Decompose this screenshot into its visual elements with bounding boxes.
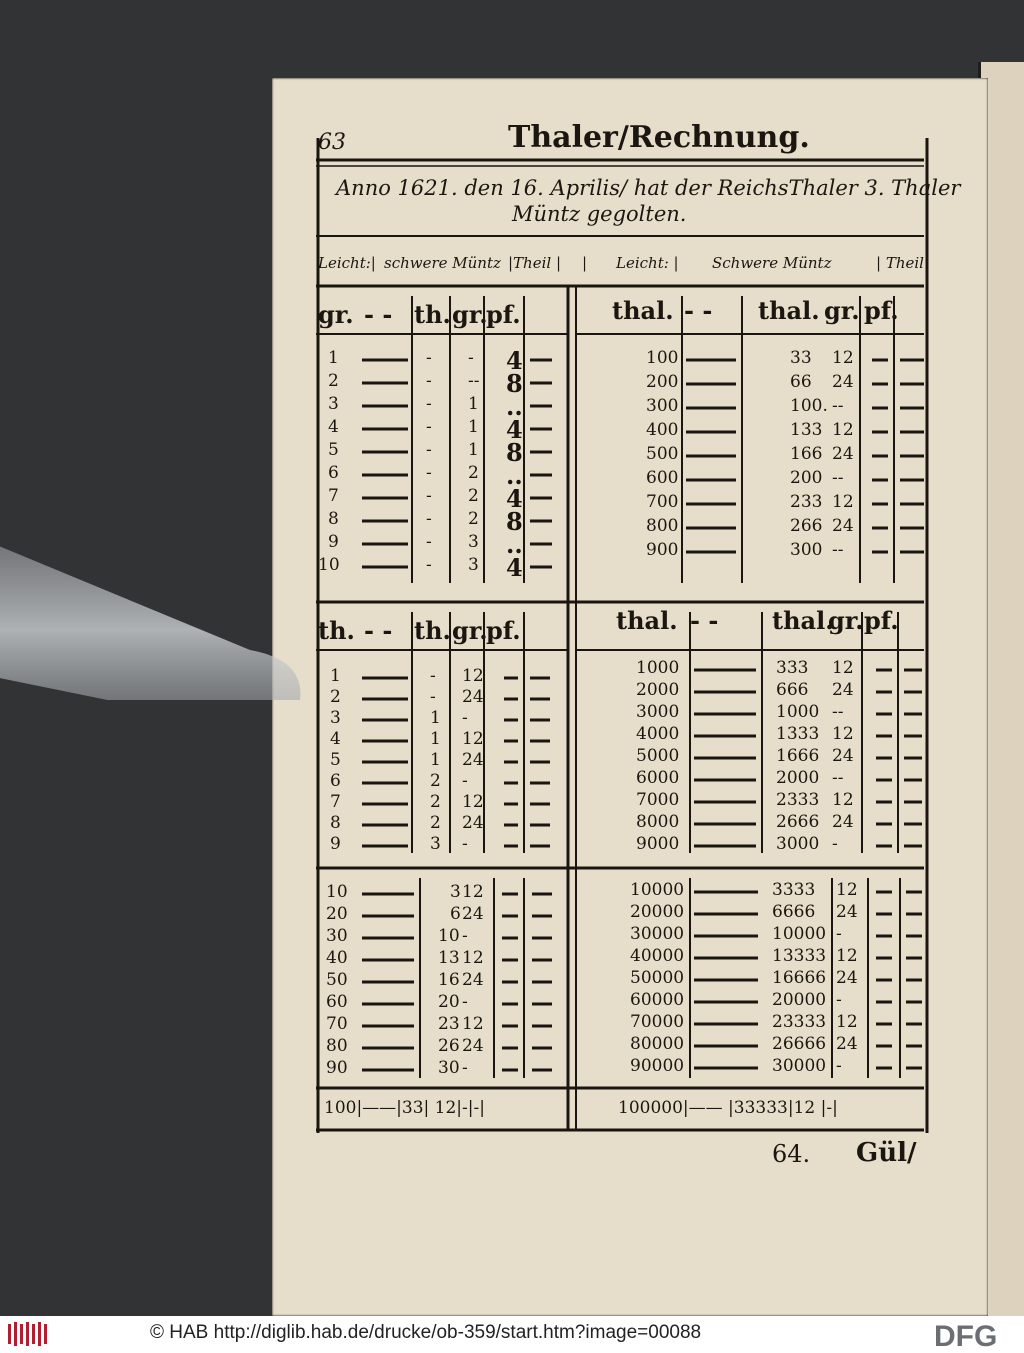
sec2-right-thal: 4000 (636, 724, 680, 744)
sec1-left-th: - (426, 394, 432, 414)
sec3-left-gr2: 24 (462, 904, 484, 924)
sec1-right-gr: 12 (832, 420, 854, 440)
sec3-left-gr: 10 (326, 882, 348, 902)
sec3-right-gr: 24 (836, 902, 858, 922)
col-head-theil-left: |Theil | (508, 254, 562, 272)
sec2-left-th: 7 (330, 792, 341, 812)
sec1-left-pf: 4 (506, 415, 523, 444)
sec2-left-th2: 2 (430, 813, 441, 833)
sec2-right-thal2: 1666 (776, 746, 820, 766)
sec3-right-thal2: 13333 (772, 946, 827, 966)
sec1-left-gr2: 1 (468, 417, 479, 437)
sec1-right-header: thal. (758, 296, 820, 325)
sec1-right-thal: 300 (646, 396, 679, 416)
sec2-left-th2: 2 (430, 792, 441, 812)
sec3-left-gr: 70 (326, 1014, 348, 1034)
sec3-right-thal2: 10000 (772, 924, 827, 944)
sec1-left-th: - (426, 555, 432, 575)
sec2-right-thal: 3000 (636, 702, 680, 722)
catchword: Gül/ (856, 1138, 917, 1168)
sec2-left-header: pf. (486, 616, 521, 645)
sec2-right-thal: 9000 (636, 834, 680, 854)
sec2-left-th: 9 (330, 834, 341, 854)
sec3-left-gr: 20 (326, 904, 348, 924)
sec3-right-thal2: 3333 (772, 880, 816, 900)
sec2-left-th2: 3 (430, 834, 441, 854)
sec2-right-header: thal. (772, 606, 834, 635)
sec2-right-gr: 12 (832, 724, 854, 744)
sec2-left-header: gr. (452, 616, 488, 645)
sec3-right-gr: 12 (836, 946, 858, 966)
sec3-left-gr: 50 (326, 970, 348, 990)
sec3-left-th: 30 (438, 1058, 460, 1078)
sec3-left-th: 13 (438, 948, 460, 968)
sec1-left-gr2: 3 (468, 532, 479, 552)
sec3-left-th: 6 (450, 904, 461, 924)
sec3-right-thal: 80000 (630, 1034, 685, 1054)
sec1-left-pf: 8 (506, 438, 523, 467)
sec3-right-thal: 40000 (630, 946, 685, 966)
sec1-left-gr: 1 (328, 348, 339, 368)
sec3-right-thal2: 20000 (772, 990, 827, 1010)
sec1-left-gr: 7 (328, 486, 339, 506)
sec2-right-header: gr. (828, 606, 864, 635)
sec1-left-header: gr. (318, 300, 354, 329)
sec2-right-thal2: 666 (776, 680, 809, 700)
sec1-left-gr2: 1 (468, 394, 479, 414)
sec1-right-header: - - (684, 296, 713, 325)
sec2-left-th2: 2 (430, 771, 441, 791)
sec2-right-thal2: 1333 (776, 724, 820, 744)
sec3-right-thal: 20000 (630, 902, 685, 922)
sec3-left-gr2: - (462, 1058, 468, 1078)
sec2-right-thal2: 3000 (776, 834, 820, 854)
sec1-left-th: - (426, 417, 432, 437)
copyright-url: © HAB http://diglib.hab.de/drucke/ob-359/start.htm?image=00088 (150, 1322, 702, 1343)
glass-spatula (0, 520, 310, 700)
sec1-right-thal: 700 (646, 492, 679, 512)
sec2-left-gr: - (462, 834, 468, 854)
sec1-left-pf: .. (506, 461, 523, 490)
sec1-right-thal: 500 (646, 444, 679, 464)
sec3-right-thal2: 6666 (772, 902, 816, 922)
sec1-left-gr: 3 (328, 394, 339, 414)
table-heading-line2: Müntz gegolten. (512, 202, 687, 226)
sec3-left-gr: 30 (326, 926, 348, 946)
col-head-theil-right: | Theil (876, 254, 924, 272)
sec2-right-thal: 7000 (636, 790, 680, 810)
total-row-right: 100000|—— |33333|12 |-| (618, 1098, 838, 1118)
sec3-right-thal2: 26666 (772, 1034, 827, 1054)
sec1-right-thal: 900 (646, 540, 679, 560)
sec1-left-th: - (426, 486, 432, 506)
sec3-right-gr: - (836, 990, 842, 1010)
sec2-right-thal2: 333 (776, 658, 809, 678)
sec1-left-pf: 4 (506, 484, 523, 513)
sec3-left-gr2: 12 (462, 1014, 484, 1034)
sec2-left-header: th. (414, 616, 451, 645)
sec3-left-th: 10 (438, 926, 460, 946)
sec3-right-thal2: 30000 (772, 1056, 827, 1076)
sec2-right-gr: -- (832, 768, 844, 788)
sec3-right-gr: 24 (836, 1034, 858, 1054)
sec2-left-th: 6 (330, 771, 341, 791)
sec2-left-gr: 24 (462, 750, 484, 770)
sec2-right-thal: 5000 (636, 746, 680, 766)
sec1-right-gr: -- (832, 468, 844, 488)
footer-bar (0, 1316, 1024, 1353)
sec2-left-th2: - (430, 666, 436, 686)
hab-logo-icon (6, 1320, 50, 1348)
sec2-right-gr: -- (832, 702, 844, 722)
sec2-left-th: 5 (330, 750, 341, 770)
sec1-left-gr: 2 (328, 371, 339, 391)
sec1-left-gr2: 3 (468, 555, 479, 575)
sec1-left-gr: 9 (328, 532, 339, 552)
sec3-left-gr: 40 (326, 948, 348, 968)
sec1-left-gr: 4 (328, 417, 339, 437)
sec2-left-gr: 12 (462, 792, 484, 812)
sec1-right-thal: 400 (646, 420, 679, 440)
sec3-left-th: 20 (438, 992, 460, 1012)
sec1-right-thal2: 133 (790, 420, 823, 440)
sec2-left-gr: - (462, 771, 468, 791)
sec1-right-gr: -- (832, 540, 844, 560)
sec2-left-header: - - (364, 616, 393, 645)
dfg-logo-icon (932, 1320, 1018, 1350)
sec2-right-header: pf. (864, 606, 899, 635)
sec1-right-thal2: 33 (790, 348, 812, 368)
col-head-muentz-right: Schwere Müntz (712, 254, 832, 272)
catchword-number: 64. (772, 1140, 811, 1168)
sec1-right-gr: 24 (832, 444, 854, 464)
sec1-right-thal: 200 (646, 372, 679, 392)
sec1-left-pf: 4 (506, 553, 523, 582)
sec2-left-gr: 12 (462, 729, 484, 749)
sec3-right-gr: 12 (836, 1012, 858, 1032)
sec2-right-thal: 2000 (636, 680, 680, 700)
col-head-leicht-left: Leicht:| (318, 254, 376, 272)
book-page (272, 78, 988, 1316)
sec3-right-gr: - (836, 1056, 842, 1076)
sec1-right-gr: -- (832, 396, 844, 416)
sec1-left-header: gr. (452, 300, 488, 329)
sec2-left-header: th. (318, 616, 355, 645)
sec1-right-thal2: 100. (790, 396, 828, 416)
sec1-right-thal: 800 (646, 516, 679, 536)
sec1-left-th: - (426, 348, 432, 368)
sec2-right-thal2: 1000 (776, 702, 820, 722)
sec1-left-gr2: - (468, 348, 474, 368)
sec2-left-th2: - (430, 687, 436, 707)
total-row-left: 100|——|33| 12|-|-| (324, 1098, 485, 1118)
sec2-right-gr: 12 (832, 790, 854, 810)
sec2-right-thal: 6000 (636, 768, 680, 788)
page-number: 63 (318, 130, 346, 155)
sec1-right-gr: 24 (832, 516, 854, 536)
sec1-right-thal2: 166 (790, 444, 823, 464)
sec2-right-thal: 1000 (636, 658, 680, 678)
sec3-right-thal: 60000 (630, 990, 685, 1010)
sec3-left-th: 16 (438, 970, 460, 990)
sec2-left-th2: 1 (430, 708, 441, 728)
sec2-right-thal2: 2333 (776, 790, 820, 810)
sec1-left-pf: 8 (506, 369, 523, 398)
dfg-logo-text: DFG (934, 1320, 998, 1350)
sec3-left-th: 26 (438, 1036, 460, 1056)
sec2-right-gr: 12 (832, 658, 854, 678)
sec2-left-th2: 1 (430, 729, 441, 749)
sec2-left-th: 2 (330, 687, 341, 707)
sec3-left-gr2: - (462, 926, 468, 946)
col-head-leicht-right: Leicht: | (616, 254, 679, 272)
sec2-left-th: 8 (330, 813, 341, 833)
sec2-right-gr: 24 (832, 680, 854, 700)
sec1-right-thal2: 300 (790, 540, 823, 560)
sec3-right-gr: - (836, 924, 842, 944)
sec1-left-gr: 8 (328, 509, 339, 529)
sec1-left-th: - (426, 509, 432, 529)
sec3-right-gr: 12 (836, 880, 858, 900)
sec1-left-th: - (426, 463, 432, 483)
sec1-right-thal2: 233 (790, 492, 823, 512)
sec2-right-gr: 24 (832, 812, 854, 832)
sec3-left-gr: 90 (326, 1058, 348, 1078)
sec3-left-gr: 80 (326, 1036, 348, 1056)
sec1-right-thal: 100 (646, 348, 679, 368)
sec2-right-header: thal. (616, 606, 678, 635)
sec1-left-header: - - (364, 300, 393, 329)
sec1-left-pf: 4 (506, 346, 523, 375)
sec1-right-gr: 24 (832, 372, 854, 392)
sec1-left-gr2: 2 (468, 509, 479, 529)
sec1-left-gr2: 2 (468, 463, 479, 483)
sec2-right-thal2: 2000 (776, 768, 820, 788)
sec2-left-gr: 24 (462, 813, 484, 833)
sec1-right-thal2: 266 (790, 516, 823, 536)
col-head-separator: | (582, 254, 588, 272)
sec1-left-th: - (426, 532, 432, 552)
sec2-right-header: - - (690, 606, 719, 635)
sec3-right-thal: 10000 (630, 880, 685, 900)
sec3-left-gr: 60 (326, 992, 348, 1012)
sec1-left-pf: 8 (506, 507, 523, 536)
sec1-left-gr2: -- (468, 371, 480, 391)
sec1-right-header: thal. (612, 296, 674, 325)
sec2-left-th: 1 (330, 666, 341, 686)
sec2-right-gr: - (832, 834, 838, 854)
sec3-right-thal2: 23333 (772, 1012, 827, 1032)
sec1-left-gr: 6 (328, 463, 339, 483)
sec2-left-gr: 12 (462, 666, 484, 686)
sec1-left-gr2: 2 (468, 486, 479, 506)
sec1-left-gr2: 1 (468, 440, 479, 460)
sec1-left-header: pf. (486, 300, 521, 329)
table-heading-line1: Anno 1621. den 16. Aprilis/ hat der ReichsThaler 3. Thaler (336, 176, 961, 200)
sec3-right-gr: 24 (836, 968, 858, 988)
sec1-right-thal: 600 (646, 468, 679, 488)
sec3-left-gr2: 24 (462, 970, 484, 990)
running-head: Thaler/Rechnung. (508, 120, 810, 155)
sec2-left-th: 3 (330, 708, 341, 728)
sec3-left-gr2: - (462, 992, 468, 1012)
sec2-left-th: 4 (330, 729, 341, 749)
sec1-right-header: pf. (864, 296, 899, 325)
sec2-right-gr: 24 (832, 746, 854, 766)
sec2-left-gr: 24 (462, 687, 484, 707)
sec3-left-gr2: 24 (462, 1036, 484, 1056)
sec1-left-header: th. (414, 300, 451, 329)
sec3-right-thal2: 16666 (772, 968, 827, 988)
sec3-left-th: 23 (438, 1014, 460, 1034)
sec3-right-thal: 50000 (630, 968, 685, 988)
sec1-right-gr: 12 (832, 348, 854, 368)
sec1-left-th: - (426, 440, 432, 460)
sec3-right-thal: 70000 (630, 1012, 685, 1032)
sec2-right-thal2: 2666 (776, 812, 820, 832)
sec3-right-thal: 30000 (630, 924, 685, 944)
sec1-left-gr: 5 (328, 440, 339, 460)
sec1-left-gr: 10 (318, 555, 340, 575)
sec2-left-gr: - (462, 708, 468, 728)
sec1-right-thal2: 66 (790, 372, 812, 392)
sec1-right-header: gr. (824, 296, 860, 325)
sec3-left-gr2: 12 (462, 948, 484, 968)
sec3-right-thal: 90000 (630, 1056, 685, 1076)
sec2-right-thal: 8000 (636, 812, 680, 832)
sec1-right-gr: 12 (832, 492, 854, 512)
sec1-left-pf: .. (506, 392, 523, 421)
col-head-muentz-left: schwere Müntz (384, 254, 501, 272)
sec3-left-gr2: 12 (462, 882, 484, 902)
sec2-left-th2: 1 (430, 750, 441, 770)
sec1-left-pf: .. (506, 530, 523, 559)
sec3-left-th: 3 (450, 882, 461, 902)
sec1-right-thal2: 200 (790, 468, 823, 488)
sec1-left-th: - (426, 371, 432, 391)
